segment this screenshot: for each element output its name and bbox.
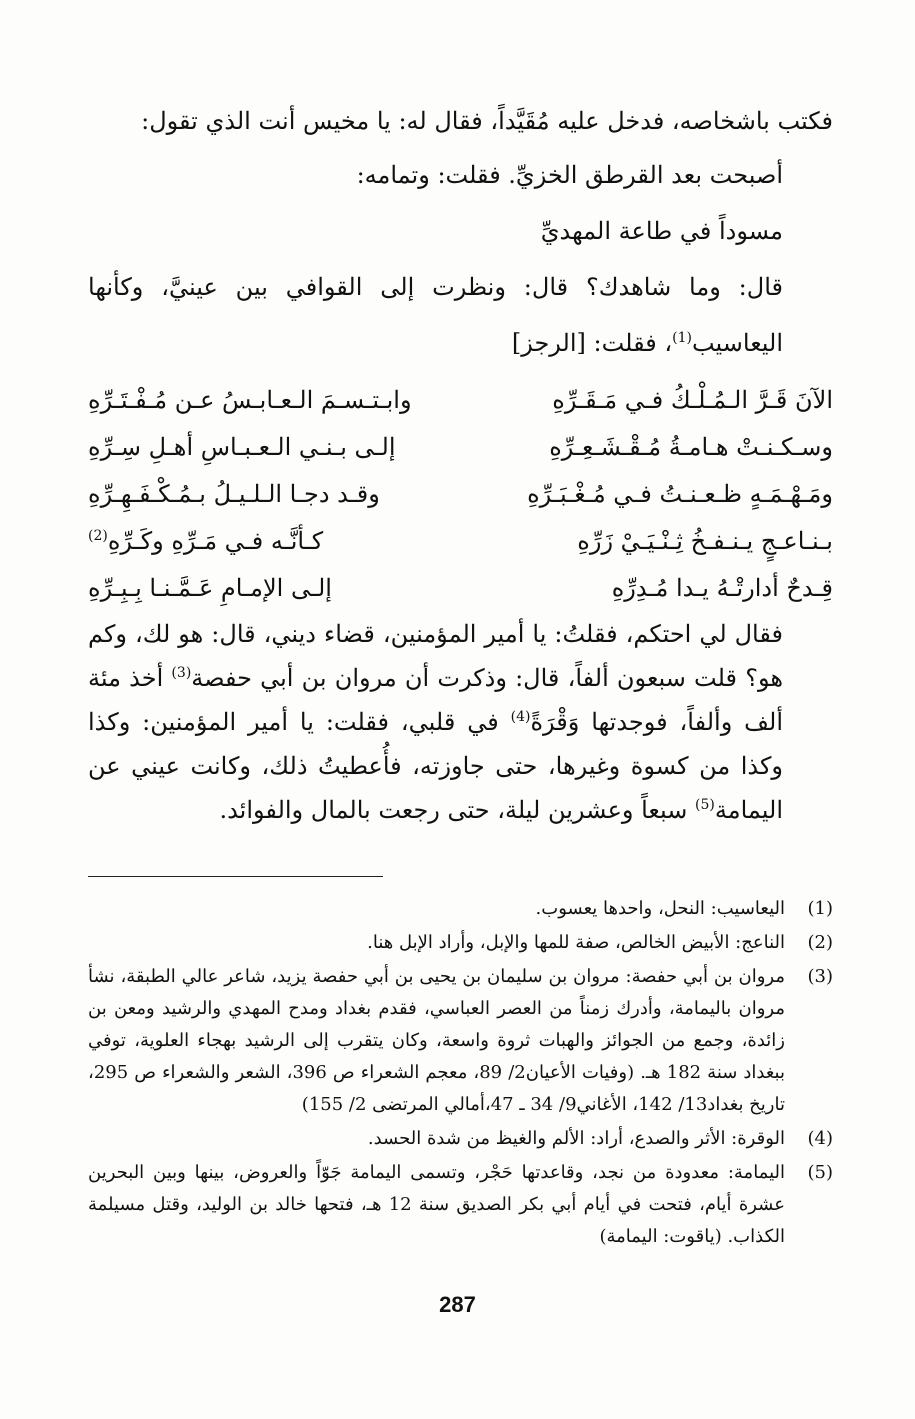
verse-first-hemistich: وسـكـنـتْ هـامـةُ مُـقْـشَـعِـرِّهِ — [549, 433, 833, 461]
footnote-ref-1: (1) — [672, 330, 692, 346]
poem — [88, 377, 833, 612]
footnote-text: اليمامة: معدودة من نجد، وقاعدتها حَجْر، وتسمى اليمامة جَوّاً والعروض، بينها وبين البحرين عشرة أيام، فتحت في أيام أبي بكر الصديق سنة 12 هـ، فتحها خالد بن الوليد، وقتل مسيلمة الكذاب. (ياقوت: اليمامة) — [88, 1162, 785, 1247]
paragraph-5-text: فقال لي احتكم، فقلتُ: يا أمير المؤمنين، قضاء ديني، قال: هو لك، وكم هو؟ قلت سبعون ألفاً، قال: وذكرت أن مروان بن أبي حفصة — [88, 620, 784, 692]
verse-first-hemistich: قِـدحٌ أدارتْـهُ يـدا مُـدِرِّهِ — [611, 574, 833, 602]
paragraph-5 — [88, 612, 833, 832]
paragraph-3: مسوداً في طاعة المهديِّ — [540, 217, 783, 245]
footnote-ref-2: (2) — [88, 528, 108, 544]
footnote-text: الوقرة: الأثر والصدع، أراد: الألم والغيظ من شدة الحسد. — [367, 1128, 785, 1149]
footnote-separator — [88, 876, 383, 877]
footnote-number: (1) — [807, 898, 833, 919]
footnote-number: (3) — [807, 966, 833, 987]
paragraph-4 — [88, 259, 833, 371]
page-number: 287 — [439, 1292, 476, 1317]
paragraph-5-text: في قلبي، فقلت: يا أمير المؤمنين: وكذا وكذا من كسوة وغيرها، حتى جاوزته، فأُعطيتُ ذلك، وكانت عيني عن اليمامة — [88, 708, 783, 824]
verse-first-hemistich: ومَـهْـمَـهٍ ظـعـنـتُ فـي مُـغْـبَـرِّهِ — [527, 480, 833, 508]
paragraph-1: فكتب باشخاصه، فدخل عليه مُقَيَّداً، فقال له: يا مخيس أنت الذي تقول: — [141, 107, 833, 135]
verse-text: كـأنَّـه فـي مَـرِّهِ وكَـرِّهِ — [107, 527, 324, 555]
paragraph-2: أصبحت بعد القرطق الخزيِّ. فقلت: وتمامه: — [356, 161, 783, 189]
footnote-ref-4: (4) — [510, 709, 531, 725]
paragraph-4-text: قال: وما شاهدك؟ قال: ونظرت إلى القوافي بين عينيَّ، وكأنها اليعاسيب — [88, 273, 783, 357]
verse-first-hemistich: الآنَ قَـرَّ الـمُـلْـكُ فـي مَـقَـرِّهِ — [552, 386, 833, 414]
verse-first-hemistich: بـنـاعـجٍ يـنـفـخُ ثِـنْـيَـيْ زَرِّهِ — [577, 527, 833, 555]
footnote-number: (5) — [807, 1162, 833, 1183]
verse-second-hemistich — [88, 518, 448, 565]
footnote — [88, 1123, 833, 1155]
footnotes — [88, 893, 833, 1253]
verse-line — [88, 471, 833, 518]
footnote — [88, 1157, 833, 1253]
verse-line — [88, 518, 833, 565]
page-body — [88, 95, 833, 1255]
paragraph-4-tail: ، فقلت: [الرجز] — [511, 329, 673, 357]
verse-second-hemistich: إلـى بـنـي الـعـبـاسِ أهـلِ سِـرِّهِ — [88, 433, 396, 461]
footnote-rule-wrap — [88, 832, 833, 889]
verse-second-hemistich: وقـد دجـا الـلـيـلُ بـمُـكْـفَـهِـرِّهِ — [88, 480, 380, 508]
footnote-text: اليعاسيب: النحل، واحدها يعسوب. — [535, 898, 785, 919]
verse-line — [88, 377, 833, 424]
verse-line — [88, 565, 833, 612]
footnote-ref-3: (3) — [171, 665, 192, 681]
footnote-ref-5: (5) — [695, 797, 715, 813]
verse-second-hemistich: وابـتـسـمَ الـعـابـسُ عـن مُـفْـتَـرِّهِ — [88, 386, 412, 414]
verse-second-hemistich: إلـى الإمـامِ عَـمَّـنـا بِـبِـرِّهِ — [88, 574, 332, 602]
verse-line — [88, 424, 833, 471]
paragraph-5-text: سبعاً وعشرين ليلة، حتى رجعت بالمال والفوائد. — [219, 796, 695, 824]
paragraph-5-text: أخذ مئة ألف وألفاً، فوجدتها وَقْرَةً — [88, 664, 784, 736]
footnote — [88, 893, 833, 925]
footnote-number: (4) — [807, 1128, 833, 1149]
footnote-text: مروان بن أبي حفصة: مروان بن سليمان بن يحيى بن أبي حفصة يزيد، شاعر عالي الطبقة، نشأ مروان باليمامة، وأدرك زمناً من العصر العباسي، فقدم بغداد ومدح المهدي والرشيد ومعن بن زائدة، وجمع من الجوائز والهبات ثروة واسعة، وكان يتقرب إلى الرشيد بهجاء العلوية، توفي ببغداد سنة 182 هـ. (وفيات الأعيان2/ 89، معجم الشعراء ص 396، الشعر والشعراء ص 295، تاريخ بغداد13/ 142، الأغاني9/ 34 ـ 47،أمالي المرتضى 2/ 155) — [88, 966, 785, 1115]
footnote-number: (2) — [807, 932, 833, 953]
footnote-text: الناعج: الأبيض الخالص، صفة للمها والإبل، وأراد الإبل هنا. — [367, 932, 785, 953]
footnote — [88, 961, 833, 1121]
footnote — [88, 927, 833, 959]
